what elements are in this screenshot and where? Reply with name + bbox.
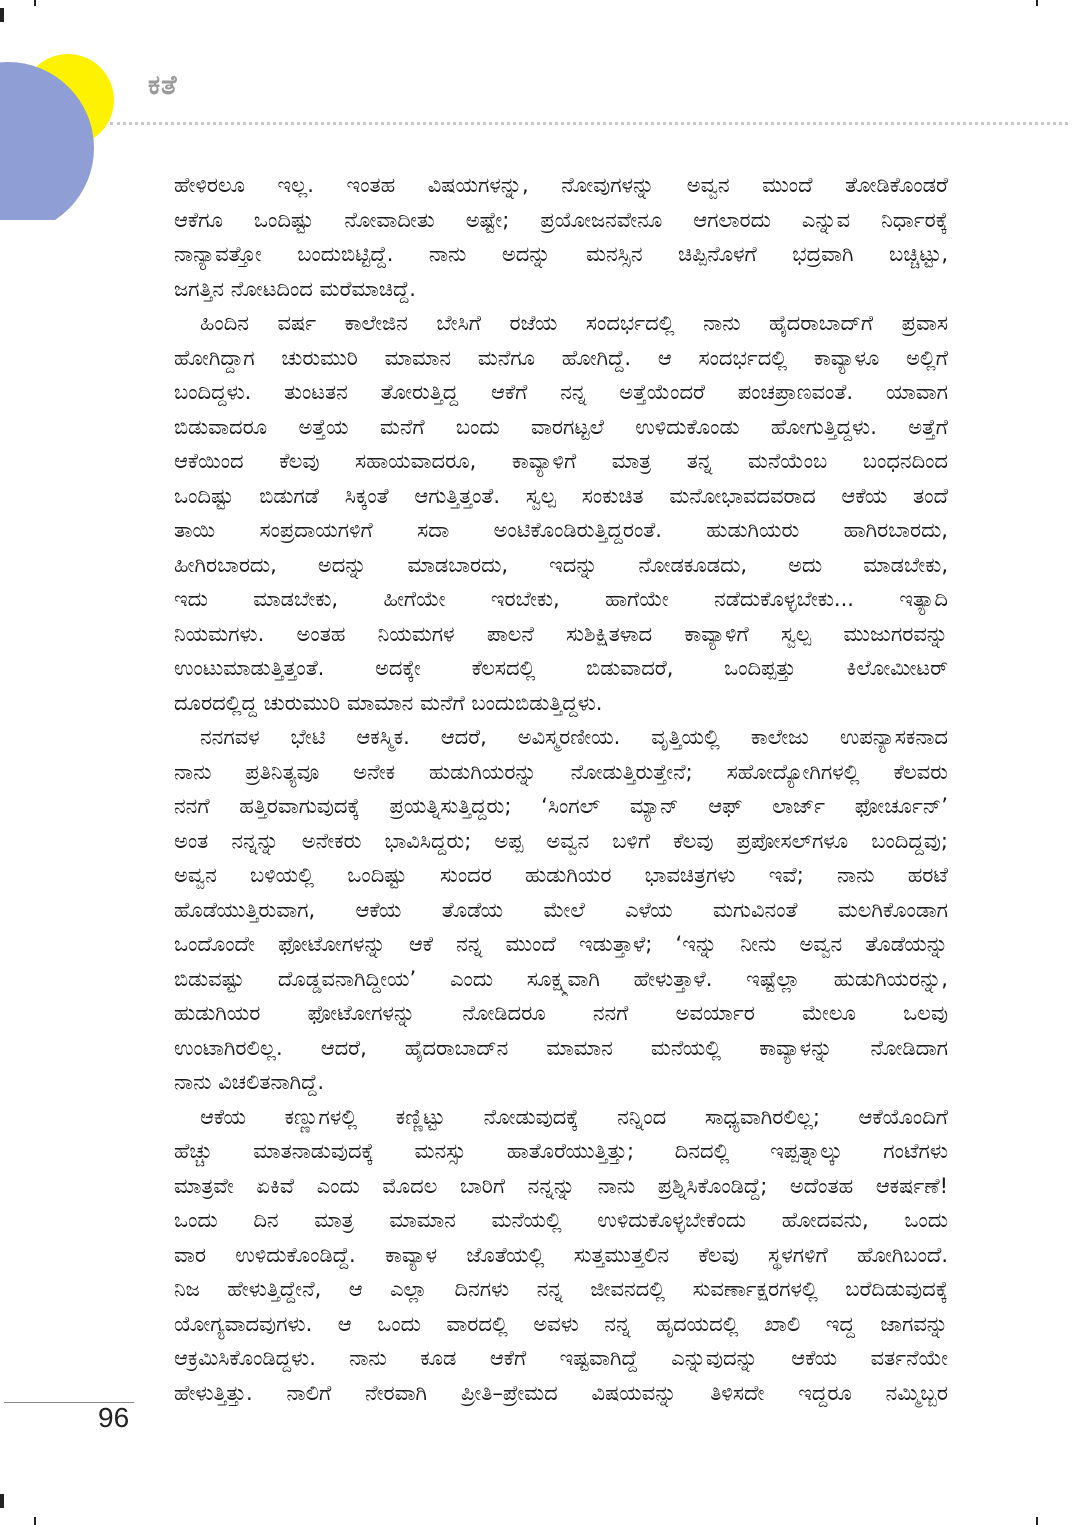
page-number: 96 xyxy=(98,1402,130,1433)
text-line: ಆಕೆಯಿಂದ ಕೆಲವು ಸಹಾಯವಾದರೂ, ಕಾವ್ಯಾಳಿಗೆ ಮಾತ್ರ ತನ್ನ ಮನೆಯೆಂಬ ಬಂಧನದಿಂದ xyxy=(174,449,948,473)
text-line: ನಾನು ವಿಚಲಿತನಾಗಿದ್ದೆ. xyxy=(174,1070,325,1094)
text-line: ಹೇಳಿರಲೂ ಇಲ್ಲ. ಇಂತಹ ವಿಷಯಗಳನ್ನು, ನೋವುಗಳನ್ನು ಅವ್ವನ ಮುಂದೆ ತೋಡಿಕೊಂಡರೆ xyxy=(174,173,948,197)
text-line: ಮಾತ್ರವೇ ಏಕಿವೆ ಎಂದು ಮೊದಲ ಬಾರಿಗೆ ನನ್ನನ್ನು ನಾನು ಪ್ರಶ್ನಿಸಿಕೊಂಡಿದ್ದೆ; ಅದೆಂತಹ ಆಕರ್ಷಣೆ! xyxy=(174,1173,948,1198)
text-line: ಹೊಡೆಯುತ್ತಿರುವಾಗ, ಆಕೆಯ ತೊಡೆಯ ಮೇಲೆ ಎಳೆಯ ಮಗುವಿನಂತೆ ಮಲಗಿಕೊಂಡಾಗ xyxy=(174,897,948,922)
text-line: ದೂರದಲ್ಲಿದ್ದ ಚುರುಮುರಿ ಮಾಮಾನ ಮನೆಗೆ ಬಂದುಬಿಡುತ್ತಿದ್ದಳು. xyxy=(174,690,603,715)
text-line: ಯೋಗ್ಯವಾದವುಗಳು. ಆ ಒಂದು ವಾರದಲ್ಲಿ ಅವಳು ನನ್ನ ಹೃದಯದಲ್ಲಿ ಖಾಲಿ ಇದ್ದ ಜಾಗವನ್ನು xyxy=(174,1311,948,1336)
text-line: ಹೋಗಿದ್ದಾಗ ಚುರುಮುರಿ ಮಾಮಾನ ಮನೆಗೂ ಹೋಗಿದ್ದೆ. ಆ ಸಂದರ್ಭದಲ್ಲಿ ಕಾವ್ಯಾಳೂ ಅಲ್ಲಿಗೆ xyxy=(174,345,948,370)
crop-mark-bottom-right xyxy=(1036,1517,1038,1525)
text-line: ಜಗತ್ತಿನ ನೋಟದಿಂದ ಮರೆಮಾಚಿದ್ದೆ. xyxy=(174,276,416,301)
text-line: ಹುಡುಗಿಯರ ಫೋಟೋಗಳನ್ನು ನೋಡಿದರೂ ನನಗೆ ಅವರ್ಯಾರ ಮೇಲೂ ಒಲವು xyxy=(174,1001,948,1025)
text-line: ಹೆಚ್ಚು ಮಾತನಾಡುವುದಕ್ಕೆ ಮನಸ್ಸು ಹಾತೊರೆಯುತ್ತಿತ್ತು; ದಿನದಲ್ಲಿ ಇಪ್ಪತ್ನಾಲ್ಕು ಗಂಟೆಗಳು xyxy=(174,1139,948,1163)
text-line: ಇದು ಮಾಡಬೇಕು, ಹೀಗೆಯೇ ಇರಬೇಕು, ಹಾಗೆಯೇ ನಡೆದುಕೊಳ್ಳಬೇಕು... ಇತ್ಯಾದಿ xyxy=(174,587,948,611)
crop-mark-top-center xyxy=(34,0,36,6)
text-line: ನಿಜ ಹೇಳುತ್ತಿದ್ದೇನೆ, ಆ ಎಲ್ಲಾ ದಿನಗಳು ನನ್ನ ಜೀವನದಲ್ಲಿ ಸುವರ್ಣಾಕ್ಷರಗಳಲ್ಲಿ ಬರೆದಿಡುವುದಕ್ಕೆ xyxy=(174,1277,948,1301)
text-line: ತಾಯಿ ಸಂಪ್ರದಾಯಗಳಿಗೆ ಸದಾ ಅಂಟಿಕೊಂಡಿರುತ್ತಿದ್ದರಂತೆ. ಹುಡುಗಿಯರು ಹಾಗಿರಬಾರದು, xyxy=(174,518,948,542)
text-line: ಹೀಗಿರಬಾರದು, ಅದನ್ನು ಮಾಡಬಾರದು, ಇದನ್ನು ನೋಡಕೂಡದು, ಅದು ಮಾಡಬೇಕು, xyxy=(174,552,948,577)
text-line: ಉಂಟಾಗಿರಲಿಲ್ಲ. ಆದರೆ, ಹೈದರಾಬಾದ್‌ನ ಮಾಮಾನ ಮನೆಯಲ್ಲಿ ಕಾವ್ಯಾಳನ್ನು ನೋಡಿದಾಗ xyxy=(174,1035,948,1060)
text-line: ಬಿಡುವಷ್ಟು ದೊಡ್ಡವನಾಗಿದ್ದೀಯ’ ಎಂದು ಸೂಕ್ಷ್ಮವಾಗಿ ಹೇಳುತ್ತಾಳೆ. ಇಷ್ಟೆಲ್ಲಾ ಹುಡುಗಿಯರನ್ನು, xyxy=(174,966,948,991)
story-body-text xyxy=(174,168,948,1410)
text-line: ಅಂತ ನನ್ನನ್ನು ಅನೇಕರು ಭಾವಿಸಿದ್ದರು; ಅಪ್ಪ ಅವ್ವನ ಬಳಿಗೆ ಕೆಲವು ಪ್ರಪೋಸಲ್‌ಗಳೂ ಬಂದಿದ್ದವು; xyxy=(174,828,948,853)
text-line: ಆಕೆಯ ಕಣ್ಣುಗಳಲ್ಲಿ ಕಣ್ಣಿಟ್ಟು ನೋಡುವುದಕ್ಕೆ ನನ್ನಿಂದ ಸಾಧ್ಯವಾಗಿರಲಿಲ್ಲ; ಆಕೆಯೊಂದಿಗೆ xyxy=(200,1104,948,1129)
section-title: ಕತೆ xyxy=(148,70,178,101)
text-line: ಆಕೆಗೂ ಒಂದಿಷ್ಟು ನೋವಾದೀತು ಅಷ್ಟೇ; ಪ್ರಯೋಜನವೇನೂ ಆಗಲಾರದು ಎನ್ನುವ ನಿರ್ಧಾರಕ್ಕೆ xyxy=(174,207,948,232)
text-line: ಉಂಟುಮಾಡುತ್ತಿತ್ತಂತೆ. ಅದಕ್ಕೇ ಕೆಲಸದಲ್ಲಿ ಬಿಡುವಾದರೆ, ಒಂದಿಪ್ಪತ್ತು ಕಿಲೋಮೀಟರ್ xyxy=(174,656,948,680)
text-line: ಹೇಳುತ್ತಿತ್ತು. ನಾಲಿಗೆ ನೇರವಾಗಿ ಪ್ರೀತಿ–ಪ್ರೇಮದ ವಿಷಯವನ್ನು ತಿಳಿಸದೇ ಇದ್ದರೂ ನಮ್ಮಿಬ್ಬರ xyxy=(174,1380,948,1405)
text-line: ಒಂದು ದಿನ ಮಾತ್ರ ಮಾಮಾನ ಮನೆಯಲ್ಲಿ ಉಳಿದುಕೊಳ್ಳಬೇಕೆಂದು ಹೋದವನು, ಒಂದು xyxy=(174,1208,948,1232)
text-line: ನಿಯಮಗಳು. ಅಂತಹ ನಿಯಮಗಳ ಪಾಲನೆ ಸುಶಿಕ್ಷಿತಳಾದ ಕಾವ್ಯಾಳಿಗೆ ಸ್ವಲ್ಪ ಮುಜುಗರವನ್ನು xyxy=(174,621,948,646)
text-line: ಅವ್ವನ ಬಳಿಯಲ್ಲಿ ಒಂದಿಷ್ಟು ಸುಂದರ ಹುಡುಗಿಯರ ಭಾವಚಿತ್ರಗಳು ಇವೆ; ನಾನು ಹರಟೆ xyxy=(174,863,948,887)
decorative-circles xyxy=(0,40,140,220)
text-line: ಬಂದಿದ್ದಳು. ತುಂಟತನ ತೋರುತ್ತಿದ್ದ ಆಕೆಗೆ ನನ್ನ ಅತ್ತೆಯೆಂದರೆ ಪಂಚಪ್ರಾಣವಂತೆ. ಯಾವಾಗ xyxy=(174,380,948,404)
text-line: ಒಂದಿಷ್ಟು ಬಿಡುಗಡೆ ಸಿಕ್ಕಂತೆ ಆಗುತ್ತಿತ್ತಂತೆ. ಸ್ವಲ್ಪ ಸಂಕುಚಿತ ಮನೋಭಾವದವರಾದ ಆಕೆಯ ತಂದೆ xyxy=(174,483,948,508)
text-line: ಬಿಡುವಾದರೂ ಅತ್ತೆಯ ಮನೆಗೆ ಬಂದು ವಾರಗಟ್ಟಲೆ ಉಳಿದುಕೊಂಡು ಹೋಗುತ್ತಿದ್ದಳು. ಅತ್ತೆಗೆ xyxy=(174,414,948,439)
text-line: ನಾನ್ಯಾವತ್ತೋ ಬಂದುಬಿಟ್ಟಿದ್ದೆ. ನಾನು ಅದನ್ನು ಮನಸ್ಸಿನ ಚಿಪ್ಪಿನೊಳಗೆ ಭದ್ರವಾಗಿ ಬಚ್ಚಿಟ್ಟು, xyxy=(174,242,948,266)
text-line: ನನಗೆ ಹತ್ತಿರವಾಗುವುದಕ್ಕೆ ಪ್ರಯತ್ನಿಸುತ್ತಿದ್ದರು; ‘ಸಿಂಗಲ್ ಮ್ಯಾನ್ ಆಫ್ ಲಾರ್ಜ್ ಫೋರ್ಚೂನ್’ xyxy=(174,794,948,818)
text-line: ನಾನು ಪ್ರತಿನಿತ್ಯವೂ ಅನೇಕ ಹುಡುಗಿಯರನ್ನು ನೋಡುತ್ತಿರುತ್ತೇನೆ; ಸಹೋದ್ಯೋಗಿಗಳಲ್ಲಿ ಕೆಲವರು xyxy=(174,759,948,784)
crop-mark-top-right xyxy=(1036,0,1038,6)
text-line: ಹಿಂದಿನ ವರ್ಷ ಕಾಲೇಜಿನ ಬೇಸಿಗೆ ರಜೆಯ ಸಂದರ್ಭದಲ್ಲಿ ನಾನು ಹೈದರಾಬಾದ್‌ಗೆ ಪ್ರವಾಸ xyxy=(200,311,948,335)
header-dotted-rule xyxy=(110,122,1068,125)
text-line: ಒಂದೊಂದೇ ಫೋಟೋಗಳನ್ನು ಆಕೆ ನನ್ನ ಮುಂದೆ ಇಡುತ್ತಾಳೆ; ‘ಇನ್ನು ನೀನು ಅವ್ವನ ತೊಡೆಯನ್ನು xyxy=(174,932,948,956)
text-line: ನನಗವಳ ಭೇಟಿ ಆಕಸ್ಮಿಕ. ಆದರೆ, ಅವಿಸ್ಮರಣೀಯ. ವೃತ್ತಿಯಲ್ಲಿ ಕಾಲೇಜು ಉಪನ್ಯಾಸಕನಾದ xyxy=(200,725,948,749)
text-line: ವಾರ ಉಳಿದುಕೊಂಡಿದ್ದೆ. ಕಾವ್ಯಾಳ ಜೊತೆಯಲ್ಲಿ ಸುತ್ತಮುತ್ತಲಿನ ಕೆಲವು ಸ್ಥಳಗಳಿಗೆ ಹೋಗಿಬಂದೆ. xyxy=(174,1242,948,1267)
crop-mark-bottom-center xyxy=(34,1517,36,1525)
crop-mark-bottom-left xyxy=(0,1494,4,1508)
text-line: ಆಕ್ರಮಿಸಿಕೊಂಡಿದ್ದಳು. ನಾನು ಕೂಡ ಆಕೆಗೆ ಇಷ್ಟವಾಗಿದ್ದೆ ಎನ್ನುವುದನ್ನು ಆಕೆಯ ವರ್ತನೆಯೇ xyxy=(174,1346,948,1370)
crop-mark-top-left xyxy=(0,8,4,22)
